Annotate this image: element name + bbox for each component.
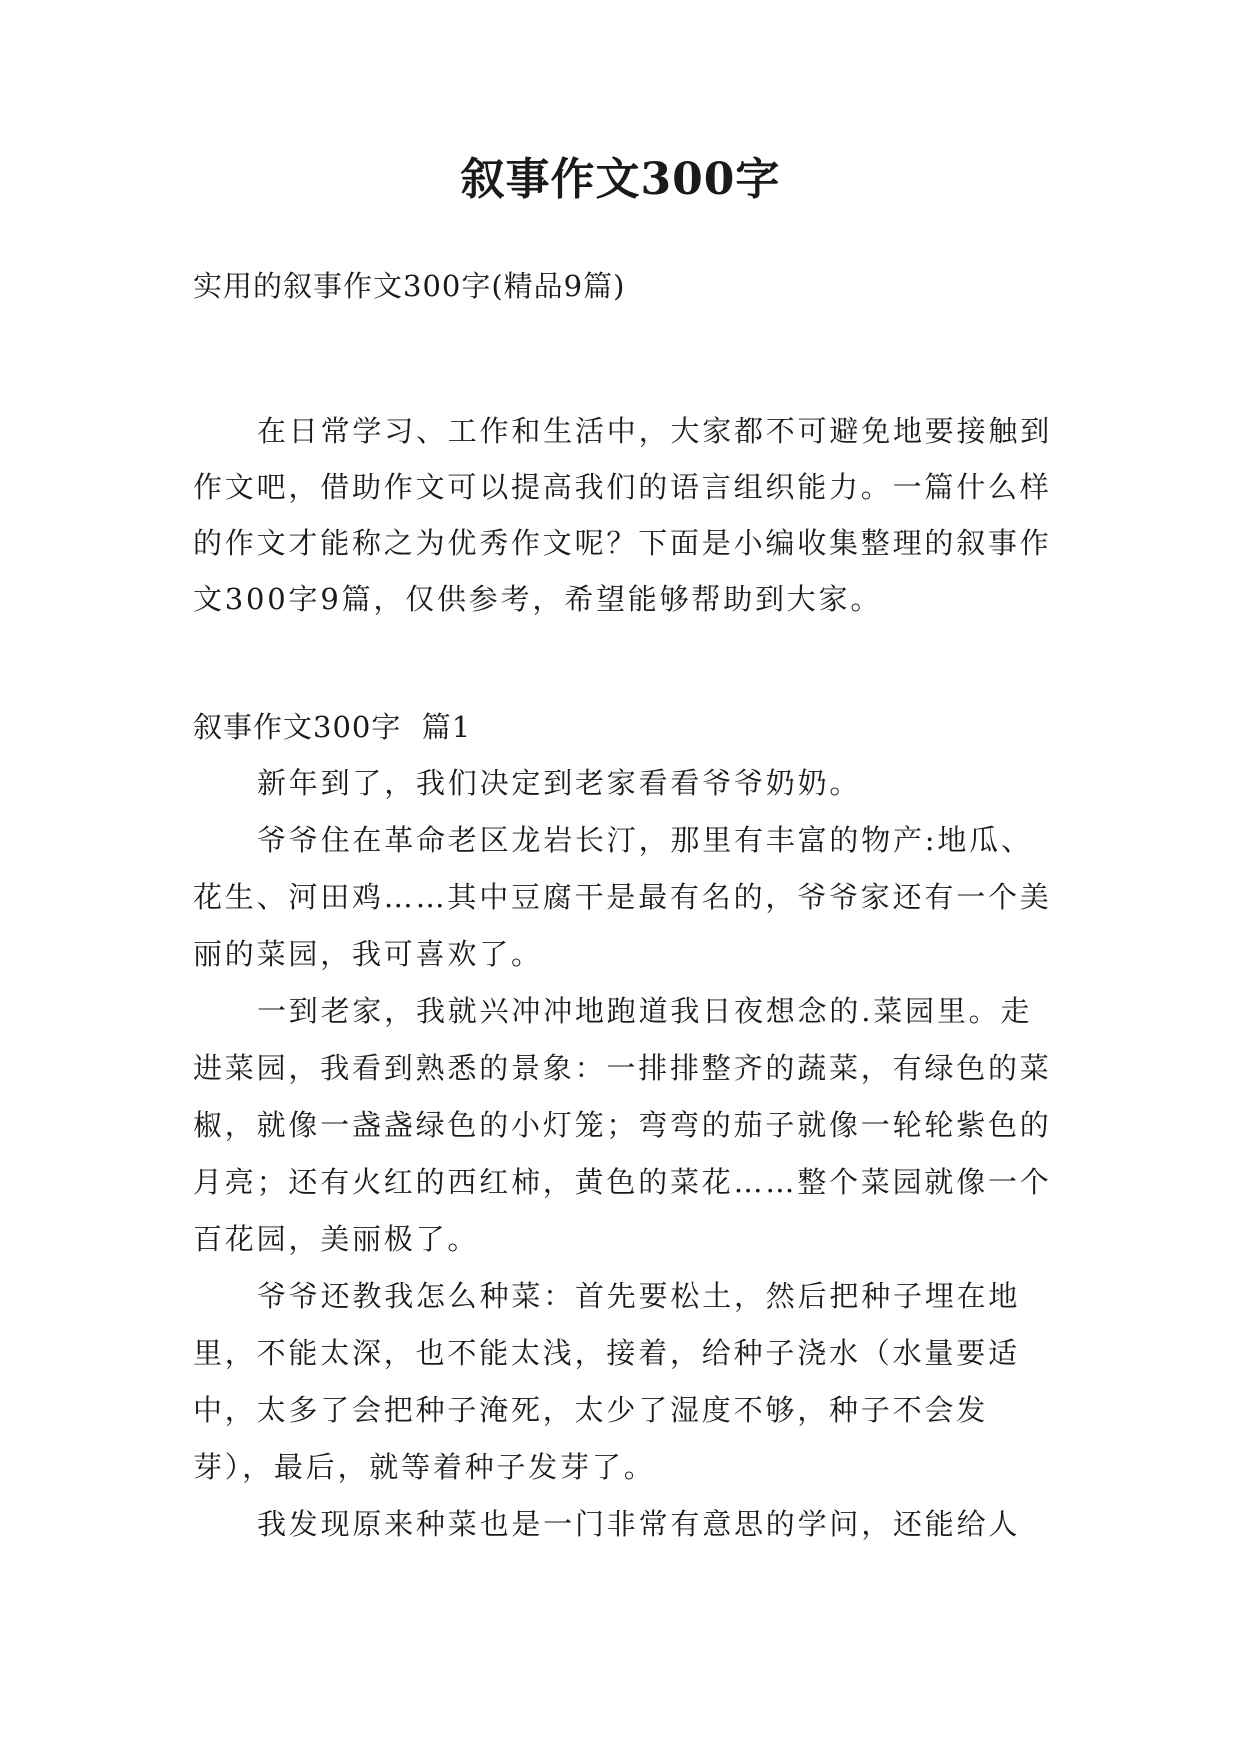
section-heading: 叙事作文300字 篇1 (193, 710, 472, 744)
intro-paragraph: 在日常学习、工作和生活中，大家都不可避免地要接触到作文吧，借助作文可以提高我们的语言组织能力。一篇什么样的作文才能称之为优秀作文呢？下面是小编收集整理的叙事作文300字9篇，仅供参考，希望能够帮助到大家。 (193, 414, 1053, 616)
essay-paragraph: 爷爷住在革命老区龙岩长汀，那里有丰富的物产:地瓜、花生、河田鸡……其中豆腐干是最有名的，爷爷家还有一个美丽的菜园，我可喜欢了。 (193, 823, 1052, 971)
document-title: 叙事作文300字 (460, 154, 781, 205)
essay-paragraph: 一到老家，我就兴冲冲地跑道我日夜想念的.菜园里。走进菜园，我看到熟悉的景象：一排排整齐的蔬菜，有绿色的菜椒，就像一盏盏绿色的小灯笼；弯弯的茄子就像一轮轮紫色的月亮；还有火红的西红柿，黄色的菜花……整个菜园就像一个百花园，美丽极了。 (193, 994, 1052, 1256)
essay-paragraph: 新年到了，我们决定到老家看看爷爷奶奶。 (257, 766, 862, 800)
document-subtitle: 实用的叙事作文300字(精品9篇) (193, 269, 626, 303)
essay-body (193, 755, 1063, 1553)
essay-paragraph: 爷爷还教我怎么种菜：首先要松土，然后把种子埋在地里，不能太深，也不能太浅，接着，给种子浇水（水量要适中，太多了会把种子淹死，太少了湿度不够，种子不会发芽），最后，就等着种子发芽了。 (193, 1279, 1021, 1484)
essay-paragraph: 我发现原来种菜也是一门非常有意思的学问，还能给人 (257, 1507, 1021, 1541)
